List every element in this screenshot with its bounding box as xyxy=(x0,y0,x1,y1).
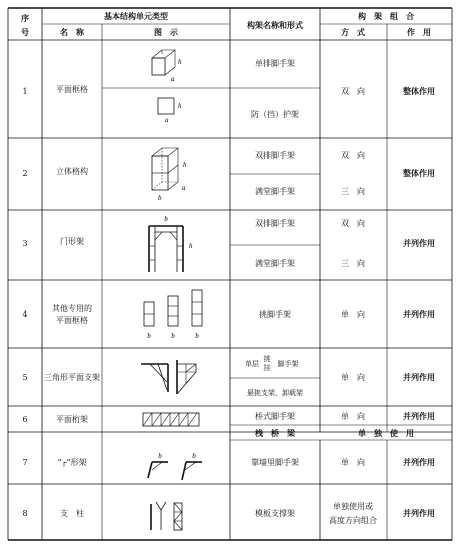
frame-name: 满堂脚手架 xyxy=(255,259,295,268)
unit-name: 立体格构 xyxy=(56,167,88,176)
row-number: 6 xyxy=(22,415,28,424)
label-b: b xyxy=(171,332,175,340)
frame-name-hang-top: 挑 xyxy=(263,355,271,363)
frame-name: 满堂脚手架 xyxy=(255,187,295,196)
header-frame-name: 构架名称和形式 xyxy=(247,20,303,30)
combo-effect: 并列作用 xyxy=(403,457,435,467)
frame-name: 模板支撑架 xyxy=(255,509,295,518)
label-h: h xyxy=(178,102,182,110)
combo-method: 单 向 xyxy=(341,412,365,421)
combo-method-line-2: 高度方向组合 xyxy=(329,516,377,525)
unit-name: 支 柱 xyxy=(60,509,84,518)
combo-method: 双 向 xyxy=(341,151,365,160)
row-number: 8 xyxy=(22,509,28,518)
triangle-bracket-figure xyxy=(141,360,196,394)
combo-method: 单 向 xyxy=(341,373,365,382)
frame-name: 靠墙里脚手架 xyxy=(251,458,299,467)
frame-name: 双排脚手架 xyxy=(255,219,295,228)
frame-name: 挑脚手架 xyxy=(259,310,291,319)
table-row xyxy=(22,50,435,124)
plane-truss-figure xyxy=(143,413,199,426)
header-effect: 作 用 xyxy=(407,27,431,37)
frame-name-prefix: 单层 xyxy=(245,360,259,368)
combo-effect: 整体作用 xyxy=(403,168,435,178)
header-basic-unit-type: 基本结构单元类型 xyxy=(104,11,168,21)
table-row xyxy=(22,501,435,530)
frame-name: 桥式脚手架 xyxy=(255,412,295,421)
header-combo: 构 架 组 合 xyxy=(358,11,414,21)
table-row xyxy=(22,354,435,398)
header-method: 方 式 xyxy=(341,27,365,37)
combo-effect: 并列作用 xyxy=(403,238,435,248)
frame-name-hang-bottom: 挂 xyxy=(263,364,271,372)
frame-name-suffix: 脚手架 xyxy=(277,360,299,368)
frame-name: 防（挡）护架 xyxy=(251,110,299,119)
header-name: 名 称 xyxy=(60,27,84,37)
space-lattice-figure xyxy=(152,148,187,202)
row-number: 5 xyxy=(22,373,28,382)
row-number: 3 xyxy=(22,239,28,248)
combo-method: 双 向 xyxy=(341,219,365,228)
combo-effect: 并列作用 xyxy=(403,508,435,518)
combo-effect: 并列作用 xyxy=(403,309,435,319)
table-row xyxy=(22,148,435,202)
frame-name: 单排脚手架 xyxy=(255,59,295,68)
label-b: b xyxy=(192,452,196,460)
table-row xyxy=(22,215,435,272)
label-h: h xyxy=(183,161,187,169)
plane-frame-3d-figure xyxy=(152,50,182,83)
frame-name: 双排脚手架 xyxy=(255,151,295,160)
portal-frame-figure xyxy=(149,215,193,272)
unit-name-line-1: 其他专用的 xyxy=(52,304,92,313)
label-b: b xyxy=(158,452,162,460)
combo-method: 单 向 xyxy=(341,310,365,319)
label-h: h xyxy=(178,58,182,66)
label-a: a xyxy=(182,184,186,192)
unit-name: 平面桁架 xyxy=(56,415,88,424)
combo-method: 三 向 xyxy=(341,259,365,268)
plane-frame-square-figure xyxy=(158,98,182,124)
combo-method: 三 向 xyxy=(341,187,365,196)
unit-name: “┌”形架 xyxy=(57,458,87,467)
combo-effect: 并列作用 xyxy=(403,372,435,382)
label-b: b xyxy=(195,332,199,340)
sub-combo: 单 独 使 用 xyxy=(358,428,414,438)
unit-name: 三角形平面支架 xyxy=(44,373,100,382)
row-number: 1 xyxy=(22,87,28,96)
row-number: 7 xyxy=(22,458,28,467)
table-row xyxy=(22,411,435,438)
unit-name: 平面框格 xyxy=(56,85,88,94)
combo-effect: 整体作用 xyxy=(403,86,435,96)
sub-frame-name: 栈 桥 梁 xyxy=(255,428,295,438)
combo-method: 单 向 xyxy=(341,458,365,467)
header-seq-top: 序 xyxy=(21,13,29,23)
label-h: h xyxy=(189,242,193,250)
header-seq-bottom: 号 xyxy=(21,27,29,37)
special-plane-frames-figure xyxy=(144,290,202,340)
header-figure: 图 示 xyxy=(154,27,178,37)
label-b: b xyxy=(158,194,162,202)
label-a: a xyxy=(165,116,169,124)
row-number: 4 xyxy=(22,310,28,319)
unit-name-line-2: 平面框格 xyxy=(56,316,88,325)
combo-effect: 并列作用 xyxy=(403,411,435,421)
label-b: b xyxy=(164,215,168,223)
combo-method-line-1: 单独使用或 xyxy=(333,502,373,511)
row-number: 2 xyxy=(22,169,28,178)
column-support-figure xyxy=(151,502,182,530)
label-a: a xyxy=(171,75,175,83)
unit-name: 门形架 xyxy=(60,237,84,246)
table-row xyxy=(22,452,435,480)
table-row xyxy=(22,290,435,340)
frame-name: 悬挑支架，卸载架 xyxy=(247,389,303,397)
gamma-frame-figure xyxy=(148,452,202,480)
combo-method: 双 向 xyxy=(341,87,365,96)
label-b: b xyxy=(147,332,151,340)
